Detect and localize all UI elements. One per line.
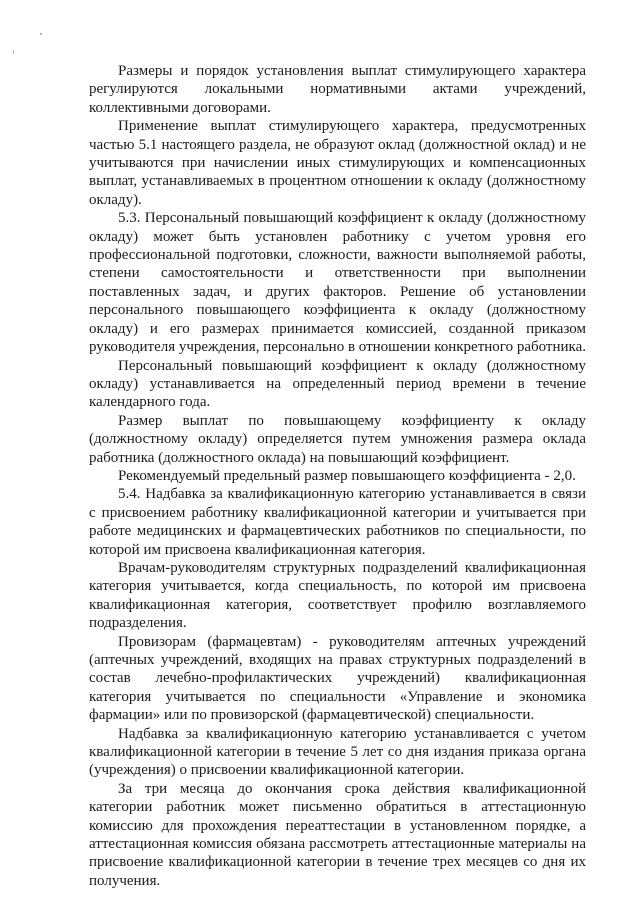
paragraph-stimulus-regulation: Размеры и порядок установления выплат стимулирующего характера регулируются локальными нормативными актами учреждений, коллективными договорами.: [89, 63, 586, 116]
paragraph-recommended-maximum: Рекомендуемый предельный размер повышающего коэффициента - 2,0.: [118, 467, 576, 484]
paragraph-coefficient-calculation: Размер выплат по повышающему коэффициенту к окладу (должностному окладу) определяется путем умножения размера оклада работника (должностного оклада) на повышающий коэффициент.: [89, 412, 586, 466]
paragraph-5-3-personal-coefficient: 5.3. Персональный повышающий коэффициент к окладу (должностному окладу) может быть установлен работнику с учетом уровня его профессиональной подготовки, сложности, важности выполняемой работы, степени самостоятельности и ответственности при выполнении поставленных задач, и других факторов. Решение об установлении персонального повышающего коэффициента к окладу (должностному окладу) и его размерах принимается комиссией, созданной приказом руководителя учреждения, персонально в отношении конкретного работника.: [89, 210, 586, 356]
paragraph-department-heads: Врачам-руководителям структурных подразделений квалификационная категория учитывается, когда специальность, по которой им присвоена квалификационная категория, соответствует профилю возглавляемого подразделения.: [89, 559, 586, 632]
scan-speck: [13, 50, 14, 54]
paragraph-pharmacists: Провизорам (фармацевтам) - руководителям аптечных учреждений (аптечных учреждений, входящих на правах структурных подразделений в состав лечебно-профилактических учреждений) квалификационная категория учитывается по специальности «Управление и экономика фармации» или по провизорской (фармацевтической) специальности.: [89, 633, 586, 724]
paragraph-bonus-duration: Надбавка за квалификационную категорию устанавливается с учетом квалификационной категории в течение 5 лет со дня издания приказа органа (учреждения) о присвоении квалификационной категории.: [89, 725, 586, 779]
paragraph-coefficient-period: Персональный повышающий коэффициент к окладу (должностному окладу) устанавливается на определенный период времени в течение календарного года.: [89, 357, 586, 411]
scan-speck: [40, 33, 42, 35]
paragraph-stimulus-application: Применение выплат стимулирующего характера, предусмотренных частью 5.1 настоящего раздела, не образуют оклад (должностной оклад) и не учитываются при начислении иных стимулирующих и компенсационных выплат, устанавливаемых в процентном отношении к окладу (должностному окладу).: [89, 118, 586, 208]
document-body: [89, 62, 586, 890]
paragraph-5-4-qualification-bonus: 5.4. Надбавка за квалификационную категорию устанавливается в связи с присвоением работнику квалификационной категории и учитывается при работе медицинских и фармацевтических работников по специальности, по которой им присвоена квалификационная категория.: [89, 486, 586, 558]
paragraph-recertification: За три месяца до окончания срока действия квалификационной категории работник может письменно обратиться в аттестационную комиссию для прохождения переаттестации в установленном порядке, а аттестационная комиссия обязана рассмотреть аттестационные материалы на присвоение квалификационной категории в течение трех месяцев со дня их получения.: [89, 780, 586, 889]
